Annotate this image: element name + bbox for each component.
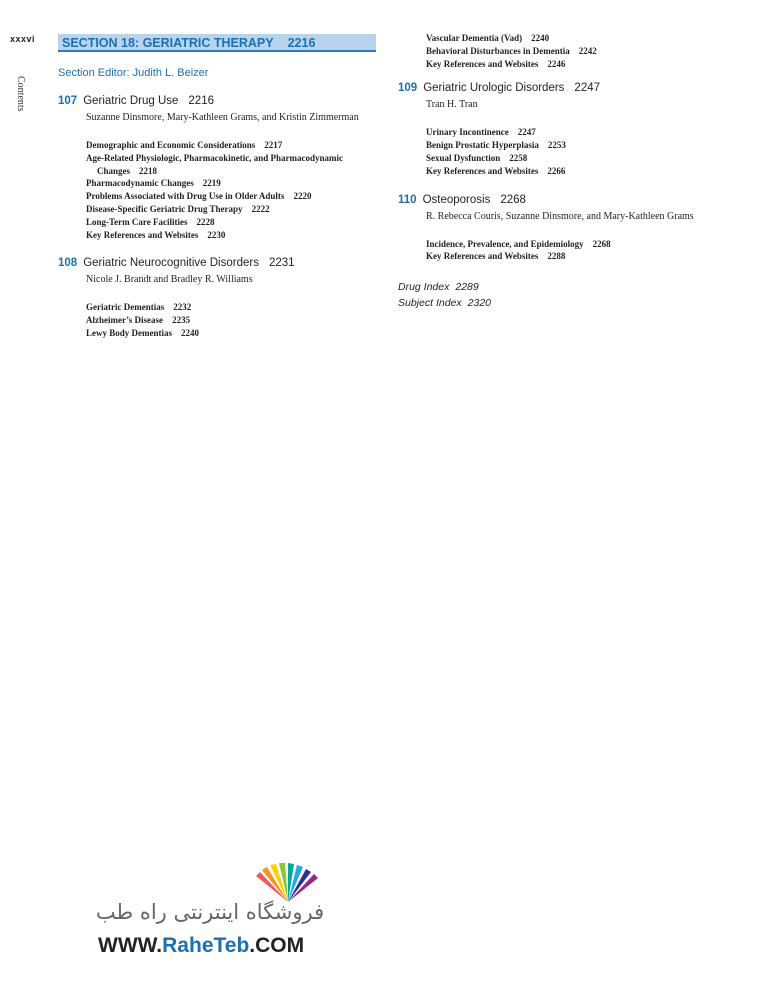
topic-page: 2232 <box>173 302 192 313</box>
index-page: 2320 <box>467 297 491 310</box>
topic-entry <box>426 45 728 58</box>
url-suffix: .COM <box>249 934 305 957</box>
topic-page: 2266 <box>547 165 566 176</box>
right-column <box>398 32 728 311</box>
topic-entry <box>426 58 728 71</box>
topic-page: 2247 <box>517 127 536 138</box>
topic-entry <box>426 238 728 251</box>
topic-page: 2268 <box>592 238 611 249</box>
chapter-109 <box>398 82 728 177</box>
chapter-heading <box>58 95 376 107</box>
topic-title: Key References and Websites <box>86 229 199 240</box>
section-page: 2216 <box>287 35 316 50</box>
index-page: 2289 <box>455 281 479 294</box>
chapter-number: 109 <box>398 82 418 95</box>
topic-title: Pharmacodynamic Changes <box>86 178 194 189</box>
topic-list <box>426 238 728 264</box>
section-editor: Section Editor: Judith L. Beizer <box>58 67 209 79</box>
watermark-url <box>98 934 304 958</box>
topic-title: Behavioral Disturbances in Dementia <box>426 45 570 56</box>
topic-page: 2240 <box>531 33 550 43</box>
chapter-page: 2268 <box>500 193 526 206</box>
topic-title: Alzheimer’s Disease <box>86 315 164 326</box>
chapter-authors: R. Rebecca Couris, Suzanne Dinsmore, and Mary-Kathleen Grams <box>426 210 694 222</box>
chapter-page: 2247 <box>574 82 601 95</box>
topic-title: Benign Prostatic Hyperplasia <box>426 140 539 151</box>
topic-page: 2242 <box>578 45 597 56</box>
chapter-page: 2231 <box>268 257 295 270</box>
index-list <box>398 279 728 311</box>
topic-page: 2222 <box>251 203 270 214</box>
topic-entry <box>86 177 376 190</box>
topic-page: 2258 <box>509 152 528 163</box>
topic-page: 2288 <box>547 251 566 262</box>
topic-title: Geriatric Dementias <box>86 302 165 313</box>
url-prefix: WWW. <box>98 934 163 957</box>
topic-page: 2219 <box>202 178 221 189</box>
topic-page: 2218 <box>139 165 158 176</box>
drug-index-entry <box>398 279 728 295</box>
chapter-number: 108 <box>58 257 78 270</box>
topic-entry <box>426 250 728 263</box>
chapter-heading <box>58 257 376 269</box>
topic-list <box>86 139 376 241</box>
topic-entry <box>86 139 376 152</box>
topic-page: 2228 <box>196 216 215 227</box>
topic-entry <box>426 32 728 45</box>
topic-entry <box>86 190 376 203</box>
topic-entry <box>86 152 376 178</box>
topic-page: 2235 <box>172 315 191 326</box>
topic-entry <box>86 301 376 314</box>
topic-title: Key References and Websites <box>426 58 539 69</box>
index-title: Subject Index <box>398 297 462 310</box>
section-heading <box>58 34 376 52</box>
url-brand: RaheTeb <box>162 934 250 957</box>
chapter-107 <box>58 95 376 241</box>
topic-title: Age-Related Physiologic, Pharmacokinetic, and Pharmacodynamic Changes <box>86 152 343 176</box>
topic-entry <box>86 314 376 327</box>
chapter-heading <box>398 194 728 206</box>
topic-page: 2230 <box>207 229 226 240</box>
topic-title: Long-Term Care Facilities <box>86 216 188 227</box>
chapter-heading <box>398 82 728 94</box>
topic-list <box>426 126 728 177</box>
topic-entry <box>426 152 728 165</box>
chapter-108 <box>58 257 376 339</box>
chapter-authors: Tran H. Tran <box>426 99 478 111</box>
chapter-title: Osteoporosis <box>422 193 491 206</box>
topic-entry <box>86 203 376 216</box>
topic-title: Key References and Websites <box>426 165 539 176</box>
subject-index-entry <box>398 295 728 311</box>
topic-entry <box>426 139 728 152</box>
watermark-persian-text: فروشگاه اینترنتی راه طب <box>95 900 325 924</box>
topic-entry <box>86 327 376 340</box>
topic-list <box>86 301 376 339</box>
topic-title: Sexual Dysfunction <box>426 152 501 163</box>
topic-page: 2253 <box>547 140 566 151</box>
chapter-page: 2216 <box>188 95 214 107</box>
chapter-number: 110 <box>398 193 417 206</box>
topic-page: 2240 <box>181 327 199 338</box>
topic-title: Key References and Websites <box>426 251 539 262</box>
book-fan-icon <box>248 862 328 904</box>
section-title: SECTION 18: GERIATRIC THERAPY <box>62 35 274 50</box>
chapter-title: Geriatric Drug Use <box>83 95 179 107</box>
topic-title: Urinary Incontinence <box>426 127 509 138</box>
chapter-authors: Suzanne Dinsmore, Mary-Kathleen Grams, and Kristin Zimmerman <box>86 112 359 123</box>
page-number: xxxvi <box>10 34 36 44</box>
topic-entry <box>86 229 376 242</box>
topic-entry <box>426 126 728 139</box>
topic-title: Incidence, Prevalence, and Epidemiology <box>426 238 584 249</box>
topic-title: Problems Associated with Drug Use in Older Adults <box>86 191 285 202</box>
left-column <box>58 34 376 340</box>
chapter-number: 107 <box>58 95 78 107</box>
continued-topic-list <box>426 32 728 70</box>
topic-page: 2220 <box>293 191 312 202</box>
topic-page: 2217 <box>264 140 283 150</box>
topic-title: Disease-Specific Geriatric Drug Therapy <box>86 203 243 214</box>
topic-title: Vascular Dementia (Vad) <box>426 33 523 43</box>
topic-entry <box>426 165 728 178</box>
topic-entry <box>86 216 376 229</box>
topic-title: Lewy Body Dementias <box>86 327 172 338</box>
chapter-authors: Nicole J. Brandt and Bradley R. Williams <box>86 274 253 286</box>
chapter-110 <box>398 194 728 264</box>
topic-page: 2246 <box>547 58 566 69</box>
watermark-logo <box>80 858 340 968</box>
index-title: Drug Index <box>398 281 450 294</box>
chapter-title: Geriatric Urologic Disorders <box>423 82 565 95</box>
topic-title: Demographic and Economic Considerations <box>86 140 256 150</box>
chapter-title: Geriatric Neurocognitive Disorders <box>83 257 259 270</box>
running-head-contents: Contents <box>15 76 26 112</box>
